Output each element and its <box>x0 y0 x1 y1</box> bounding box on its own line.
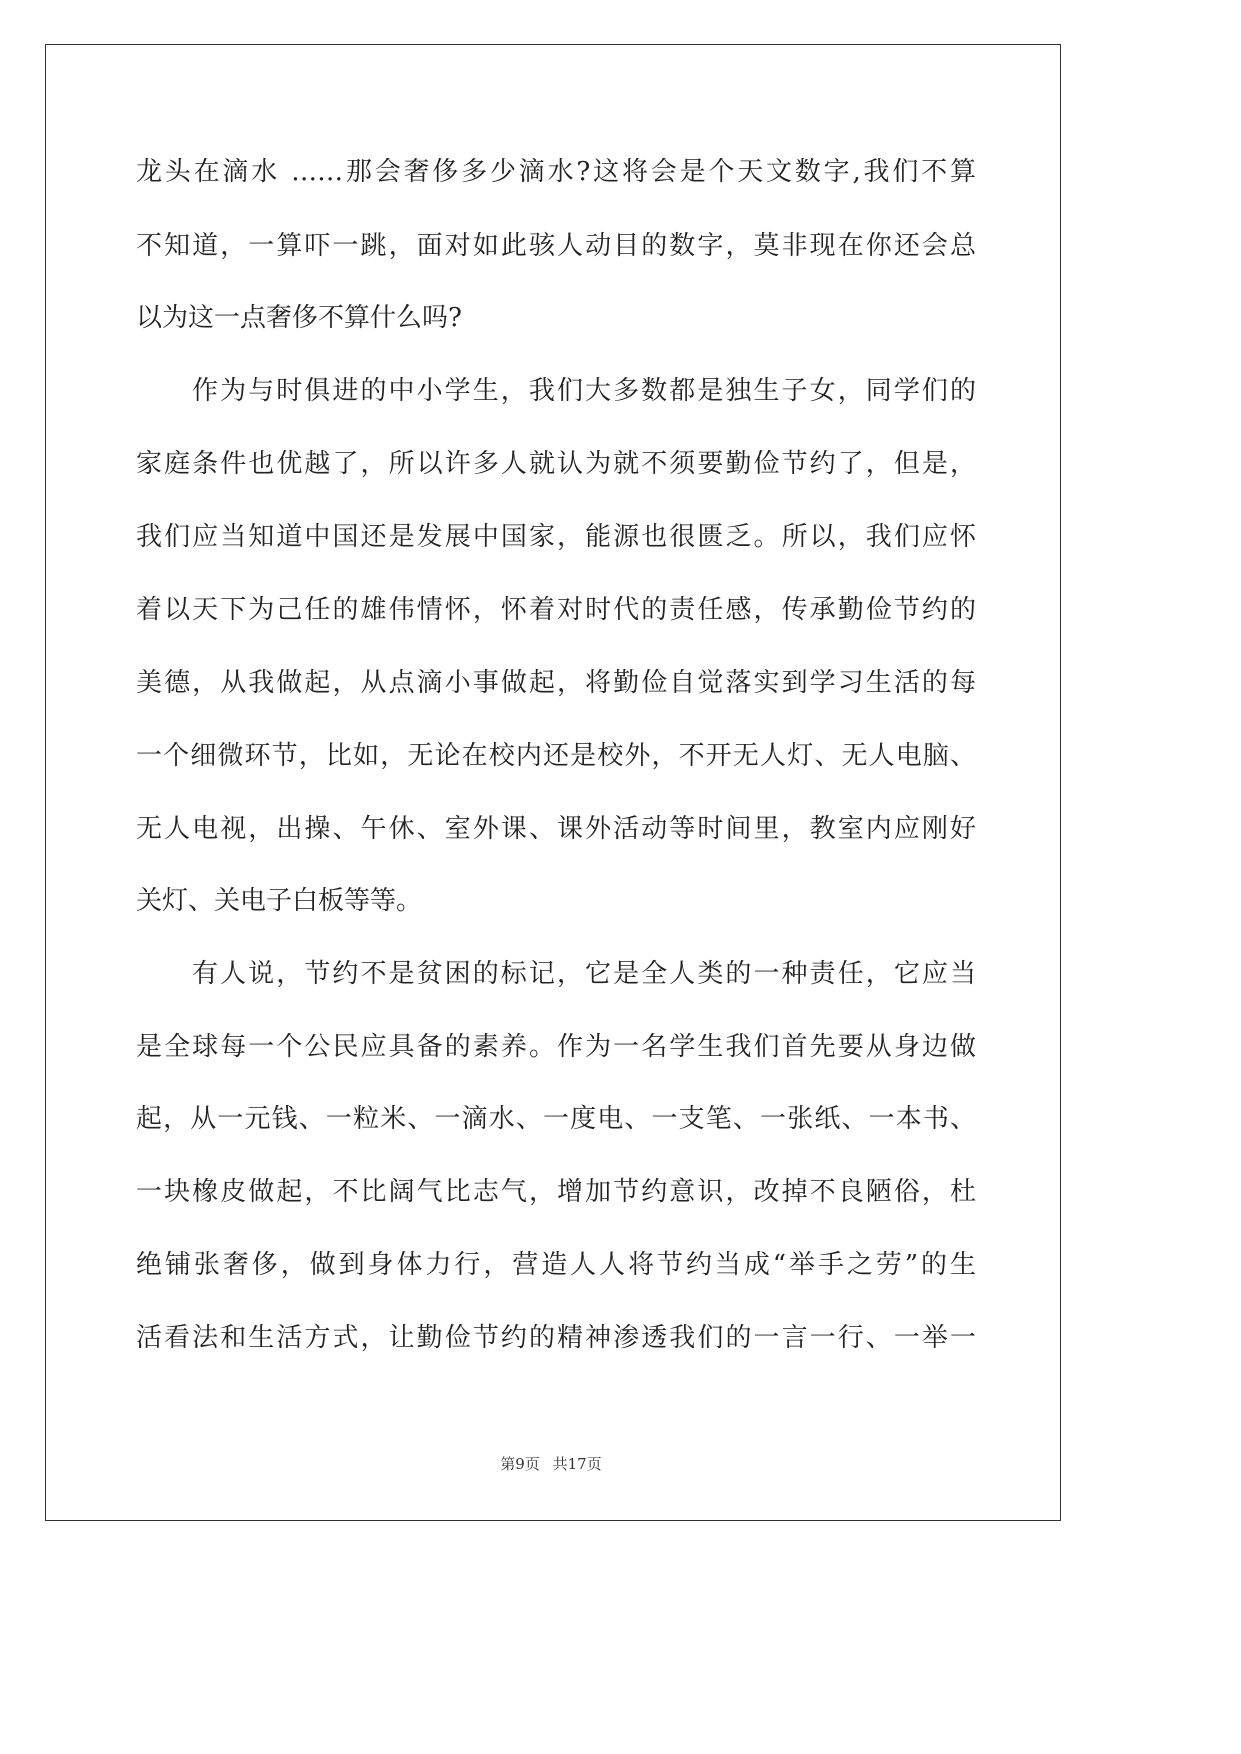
paragraph-first-line: 有人说，节约不是贫困的标记，它是全人类的一种责任，它应当 <box>192 959 976 989</box>
text-line: 一块橡皮做起，不比阔气比志气，增加节约意识，改掉不良陋俗，杜 <box>136 1177 976 1207</box>
text-line: 起，从一元钱、一粒米、一滴水、一度电、一支笔、一张纸、一本书、 <box>136 1104 976 1134</box>
text-line: 无人电视，出操、午休、室外课、课外活动等时间里，教室内应刚好 <box>136 814 976 844</box>
page-number: 第9页 <box>500 1455 540 1473</box>
text-line: 绝铺张奢侈，做到身体力行，营造人人将节约当成“举手之劳”的生 <box>136 1250 976 1280</box>
text-line: 不知道，一算吓一跳，面对如此骇人动目的数字，莫非现在你还会总 <box>136 231 976 261</box>
text-line: 着以天下为己任的雄伟情怀，怀着对时代的责任感，传承勤俭节约的 <box>136 595 976 625</box>
text-line: 家庭条件也优越了，所以许多人就认为就不须要勤俭节约了，但是， <box>136 449 976 479</box>
paragraph-first-line: 作为与时俱进的中小学生，我们大多数都是独生子女，同学们的 <box>192 376 976 406</box>
text-line: 活看法和生活方式，让勤俭节约的精神渗透我们的一言一行、一举一 <box>136 1323 976 1353</box>
page-footer <box>0 1452 1102 1476</box>
page-total: 共17页 <box>552 1455 602 1473</box>
text-line: 我们应当知道中国还是发展中国家，能源也很匮乏。所以，我们应怀 <box>136 522 976 552</box>
text-line: 美德，从我做起，从点滴小事做起，将勤俭自觉落实到学习生活的每 <box>136 668 976 698</box>
text-line: 是全球每一个公民应具备的素养。作为一名学生我们首先要从身边做 <box>136 1032 976 1062</box>
text-line: 以为这一点奢侈不算什么吗? <box>136 303 462 333</box>
text-line: 龙头在滴水 ……那会奢侈多少滴水?这将会是个天文数字,我们不算 <box>136 157 976 187</box>
text-line: 关灯、关电子白板等等。 <box>136 886 423 916</box>
text-line: 一个细微环节，比如，无论在校内还是校外，不开无人灯、无人电脑、 <box>136 741 976 771</box>
